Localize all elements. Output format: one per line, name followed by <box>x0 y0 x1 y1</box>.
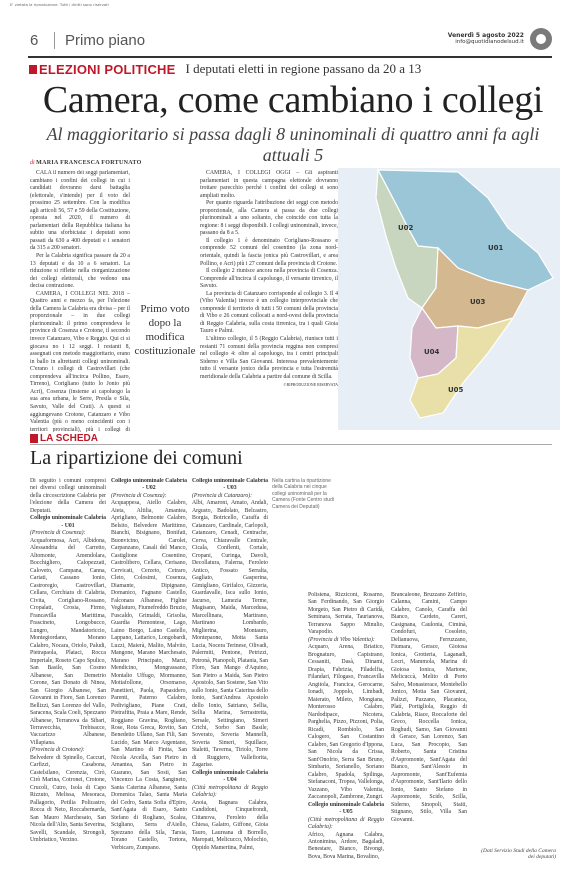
red-square-icon <box>30 434 38 443</box>
collegio-heading: Collegio uninominale Calabria - U04 <box>192 769 268 784</box>
province-label: (Città metropolitana di Reggio Calabria): <box>308 816 384 831</box>
headline: Camera, come cambiano i collegi <box>42 79 544 121</box>
pull-quote: Primo voto dopo la modifica costituzionale <box>134 303 196 357</box>
box-title: La ripartizione dei comuni <box>30 447 243 469</box>
list-column-5 <box>391 592 467 860</box>
province-label: (Provincia di Catanzaro): <box>192 492 253 499</box>
newspaper-logo-icon <box>530 28 552 50</box>
comuni-list: Acquaro, Arena, Briatico, Brognaturo, Capistrano, Cessaniti, Dasà, Dinami, Drapia, Fabrizia, Filadelfia, Filandari, Filogaso, Francavilla Angitola, Francica, Gerocarne, Ionadi, Joppolo, Limbadi, Maierato, Mileto, Mongiana, Monterosso Calabro, Nardodipace, Nicotera, Parghelia, Pizzo, Pizzoni, Polia, Ricadi, Rombiolo, San Calogero, San Costantino Calabro, San Gregorio d'Ippona, San Nicola da Crissa, Sant'Onofrio, Serra San Bruno, Simbario, Sorianello, Soriano Calabro, Spadola, Spilinga, Stefanaconi, Tropea, Vallelonga, Vazzano, Vibo Valentia, Zaccanopoli, Zambrone, Zungri. <box>308 644 384 801</box>
comuni-list: Brancaleone, Bruzzano Zeffirio, Calanna, Camini, Campo Calabro, Canolo, Caraffa del Bianco, Cardeto, Careri, Casignana, Caulonia, Ciminà, Condofuri, Cosoleto, Delianuova, Ferruzzano, Fiumara, Gerace, Gioiosa Ionica, Grotteria, Laganadi, Locri, Mammola, Marina di Gioiosa Ionica, Martone, Melicuccà, Melito di Porto Salvo, Monasterace, Montebello Jonico, Motta San Giovanni, Palizzi, Pazzano, Placanica, Platì, Portigliola, Reggio di Calabria, Riace, Roccaforte del Greco, Roccella Ionica, Roghudi, Samo, San Giovanni di Gerace, San Lorenzo, San Luca, San Procopio, San Roberto, Santa Cristina d'Aspromonte, Sant'Agata del Bianco, Sant'Alessio in Aspromonte, Sant'Eufemia d'Aspromonte, Sant'Ilario dello Ionio, Santo Stefano in Aspromonte, Scido, Scilla, Siderno, Sinopoli, Staiti, Stignano, Stilo, Villa San Giovanni. <box>391 592 467 823</box>
calabria-map <box>338 168 560 430</box>
collegio-heading: Collegio uninominale Calabria - U01 <box>30 515 106 529</box>
box-kicker <box>30 433 98 444</box>
map-label-u02: U02 <box>398 224 414 232</box>
list-column-6 <box>474 592 556 860</box>
list-column-3 <box>192 478 268 858</box>
paragraph: CALA il numero dei seggi parlamentari, cambiano i confini dei collegi in cui i candidati dovranno darsi battaglia (elettorale, s'intende) per il voto del prossimo 25 settembre. Con la modifica agli articoli 56, 57 e 59 della Costituzione, operata nel 2020, il numero di parlamentari della Repubblica italiana ha subito una sforbiciata: i deputati sono passati da 630 a 400 deputati e i senatori da 315 a 200 senatori. <box>30 170 130 252</box>
paragraph: Il collegio 1 è denominato Corigliano-Rossano e comprende 52 comuni del cosentino (la zona nord-orientale, quindi la fascia jonica più Castrovillari, e area Pollino, e Acri) più i 27 comuni della provincia di Crotone. <box>200 237 338 267</box>
paragraph: Per quanto riguarda l'attribuzione dei seggi con metodo proporzionale, alla Camera si passa da due collegi plurinominali a uno soltanto, che coincide con tutta la regione: 8 i seggi disponibili. I collegi uninominali, invece, passano da 8 a 5. <box>200 200 338 237</box>
paragraph: Per la Calabria significa passare da 20 a 13 deputati e da 10 a 6 senatori. La riduzione si riflette nella riorganizzazione dei collegi elettorali, che vedono una decisa contrazione. <box>30 253 130 290</box>
date-text: Venerdì 5 agosto 2022 <box>447 32 524 39</box>
author-name: MARIA FRANCESCA FORTUNATO <box>36 160 142 166</box>
comuni-list: Acquappesa, Aiello Calabro, Aieta, Altilia, Amantea, Aprigliano, Belmonte Calabro, Belsito, Belvedere Marittimo, Bianchi, Bisignano, Bonifati, Buonvicino, Carolei, Carpanzano, Casali del Manco, Castiglione Cosentino, Castrolibero, Cellara, Cerisano, Cervicati, Cerzeto, Cetraro, Cleto, Colosimi, Cosenza, Diamante, Dipignano, Domanico, Fagnano Castello, Falconara Albanese, Figline Vegliaturo, Fiumefreddo Bruzio, Fuscaldo, Grimaldi, Grisolia, Guardia Piemontese, Lago, Laino Borgo, Laino Castello, Lappano, Lattarico, Longobardi, Luzzi, Maierà, Malito, Malvito, Mangone, Marano Marchesato, Marano Principato, Marzi, Mendicino, Mongrassano, Montalto Uffugo, Mormanno, Mottafollone, Orsomarso, Panettieri, Paola, Papasidero, Parenti, Paterno Calabro, Pedivigliano, Piane Crati, Pietrafitta, Praia a Mare, Rende, Roggiano Gravina, Rogliano, Rose, Rota Greca, Rovito, San Benedetto Ullano, San Fili, San Lucido, San Marco Argentano, San Martino di Finita, San Nicola Arcella, San Pietro in Amantea, San Pietro in Guarano, San Sosti, San Vincenzo La Costa, Sangineto, Santa Caterina Albanese, Santa Domenica Talao, Santa Maria del Cedro, Santa Sofia d'Epiro, Sant'Agata di Esaro, Santo Stefano di Rogliano, Scalea, Scigliano, Serra d'Aiello, Spezzano della Sila, Tarsia, Torano Castello, Tortora, Verbicaro, Zumpano. <box>111 500 187 851</box>
page-number: 6 <box>30 32 39 49</box>
byline <box>30 160 142 166</box>
paragraph: L'ultimo collegio, il 5 (Reggio Calabria), riunisce tutti i restanti 71 comuni della provincia reggina non compresi nel collegio 4: oltre al capoluogo, tra i centri principali Siderno e Villa San Giovanni. Interessa prevalentemente tutto il versante jonico della provincia e tutta l'estremità meridionale della Calabria a partire dal comune di Scilla. <box>200 336 338 380</box>
province-label: (Città metropolitana di Reggio Calabria): <box>192 784 268 799</box>
copyright-note: E' vietata la riproduzione. Tutti i diritti sono riservati <box>10 2 109 7</box>
collegio-heading: Collegio uninominale Calabria - U03 <box>192 478 268 492</box>
map-caption: Nella cartina la ripartizione della Calabria nei cinque collegi uninominali per la Camera (Fonte Centro studi Camera dei Deputati) <box>272 478 334 510</box>
box-tag: LA SCHEDA <box>40 433 98 444</box>
province-label: (Provincia di Cosenza): <box>111 492 167 499</box>
issue-date <box>448 32 524 46</box>
paragraph: CAMERA, I COLLEGI OGGI – Gli aspiranti parlamentari in questa campagna elettorale dovranno trottare parecchio perché i confini dei collegi si sono ampliati molto. <box>200 170 338 199</box>
comuni-list: Acquaformosa, Acri, Albidona, Alessandria del Carretto, Altomonte, Amendolara, Bocchigliero, Calopezzati, Caloveto, Campana, Canna, Cariati, Cassano Ionio, Castroregio, Castrovillari, Cellara, Cerchiara di Calabria, Civita, Corigliano-Rossano, Cropalati, Crosia, Firmo, Francavilla Marittima, Frascineto, Longobucco, Lungro, Mandatoriccio, Montegiordano, Morano Calabro, Nocara, Oriolo, Paludi, Pietrapaola, Plataci, Rocca Imperiale, Roseto Capo Spulico, San Basile, San Cosmo Albanese, San Demetrio Corone, San Donato di Ninea, San Giorgio Albanese, San Giovanni in Fiore, San Lorenzo Bellizzi, San Lorenzo del Vallo, Saracena, Scala Coeli, Spezzano Albanese, Terranova da Sibari, Terravecchia, Trebisacce, Vaccarizzo Albanese, Villapiana. <box>30 537 106 746</box>
list-column-4 <box>308 592 384 860</box>
map-label-u01: U01 <box>488 244 504 252</box>
collegio-heading: Collegio uninominale Calabria - U05 <box>308 801 384 816</box>
source-note: (Dati Servizio Studi della Camera dei deputati) <box>481 848 556 860</box>
article-column-1 <box>30 170 130 432</box>
comuni-list: Albi, Amaroni, Amato, Andali, Argusto, Badolato, Belcastro, Borgia, Botricello, Caraffa di Catanzaro, Cardinale, Carlopoli, Catanzaro, Cenadi, Centrache, Cerva, Chiaravalle Centrale, Cicala, Conflenti, Cortale, Cropani, Curinga, Davoli, Decollatura, Falerna, Feroleto Antico, Fossato Serralta, Gagliato, Gasperina, Gimigliano, Girifalco, Gizzeria, Guardavalle, Isca sullo Ionio, Jacurso, Lamezia Terme, Magisano, Maida, Marcedusa, Marcellinara, Martirano, Martirano Lombardo, Miglierina, Montauro, Montepaone, Motta Santa Lucia, Nocera Terinese, Olivadi, Palermiti, Pentone, Petrizzi, Petronà, Pianopoli, Platania, San Floro, San Mango d'Aquino, San Pietro a Maida, San Pietro Apostolo, San Sostene, San Vito sullo Ionio, Santa Caterina dello Ionio, Sant'Andrea Apostolo dello Ionio, Satriano, Sellia, Sellia Marina, Serrastretta, Sersale, Settingiano, Simeri Crichi, Sorbo San Basile, Soverato, Soveria Mannelli, Soveria Simeri, Squillace, Staletti, Taverna, Tiriolo, Torre di Ruggiero, Vallefiorita, Zagarise. <box>192 500 268 769</box>
comuni-list: Anoia, Bagnara Calabra, Candidoni, Cinquefrondi, Cittanova, Feroleto della Chiesa, Galatro, Giffone, Gioia Tauro, Laureana di Borrello, Maropati, Melicucco, Molochio, Oppido Mamertina, Palmi, <box>192 799 268 851</box>
subheadline: Al maggioritario si passa dagli 8 uninominali di quattro anni fa agli attuali 5 <box>46 124 540 165</box>
page-header <box>0 24 580 54</box>
map-label-u04: U04 <box>424 348 440 356</box>
map-label-u05: U05 <box>448 386 464 394</box>
article-column-2 <box>200 170 338 406</box>
province-label: (Provincia di Crotone): <box>30 747 85 754</box>
collegio-heading: Collegio uninominale Calabria - U02 <box>111 478 187 492</box>
paragraph: CAMERA, I COLLEGI NEL 2018 – Quattro anni e mezzo fa, per l'elezione della Camera la Calabria era divisa – per il proporzionale – in due collegi plurinominali: il primo comprendeva le province di Cosenza e Crotone, il secondo invece Catanzaro, Vibo e Reggio. Qui ci si giocava no i 12 seggi. I restanti 8, assegnati con metodo maggioritario, erano in ballo in altrettanti collegi uninominali. C'erano i collegi di Castrovillari (che comprendeva all'incirca Pollino, Esaro, Tirreno), Corigliano (tutto lo Jonio più Acri), Cosenza (insieme ai capoluogo la sua area urbana, le Serre, Presila e Sila, Savuto, Valle del Crati). A questi si aggiungevano Crotone, Catanzaro e Vibo Valentia (più o meno coincidenti con i territori provinciali), più i collegi di <box>30 290 130 432</box>
comuni-list: Africo, Agnana Calabra, Antonimina, Ardore, Bagaladi, Benestare, Bianco, Bivongi, Bova, Bova Marina, Bovalino, <box>308 831 384 860</box>
section-name: Primo piano <box>54 32 145 49</box>
comuni-list: Di seguito i comuni compresi nei diversi collegi uninominali della circoscrizione Calabria per l'elezione della Camera dei Deputati. <box>30 478 106 514</box>
box-divider <box>30 444 552 445</box>
list-column-1 <box>30 478 106 858</box>
kicker-text: I deputati eletti in regione passano da 20 a 13 <box>185 61 422 76</box>
header-divider <box>28 56 552 58</box>
paragraph: Il collegio 2 riunisce ancora nella provincia di Cosenza. Comprende all'incirca il capoluogo, il versante tirrenico, il Savuto. <box>200 268 338 290</box>
province-label: (Provincia di Vibo Valentia): <box>308 636 375 643</box>
list-column-2 <box>111 478 187 858</box>
article-kicker <box>29 61 421 77</box>
map-label-u03: U03 <box>470 298 486 306</box>
red-square-icon <box>29 65 37 74</box>
byline-prefix: di <box>30 160 35 166</box>
paragraph: La provincia di Catanzaro corrisponde al collegio 3. Il 4 (Vibo Valentia) invece è un collegio interprovinciale che comprende il territorio di tutti i 50 comuni della provincia di Vibo e 26 comuni collocati a nord-ovest della provincia di Reggio Calabria, sulla costa tirrenica, tra i quali Gioia Tauro e Palmi. <box>200 290 338 335</box>
contact-email: info@quotidianodelsud.it <box>455 39 524 45</box>
comuni-list: Belvedere di Spinello, Caccuri, Carfizzi, Casabona, Castelsilano, Cerenzia, Cirò, Cirò Marina, Cotronei, Crotone, Crucoli, Cutro, Isola di Capo Rizzuto, Melissa, Mesoraca, Pallagorio, Petilia Policastro, Rocca di Neto, Roccabernarda, San Mauro Marchesato, San Nicola dell'Alto, Santa Severina, Savelli, Scandale, Strongoli, Umbriatico, Verzino. <box>30 754 106 844</box>
kicker-tag: ELEZIONI POLITICHE <box>39 61 176 77</box>
comuni-list: Polistena, Rizziconi, Rosarno, San Ferdinando, San Giorgio Morgeto, San Pietro di Caridà, Seminara, Serrata, Taurianova, Terranova Sappo Minulio, Varapodio. <box>308 592 384 636</box>
province-label: (Provincia di Cosenza): <box>30 530 86 537</box>
reproduction-credit: ©RIPRODUZIONE RISERVATA <box>283 382 338 388</box>
